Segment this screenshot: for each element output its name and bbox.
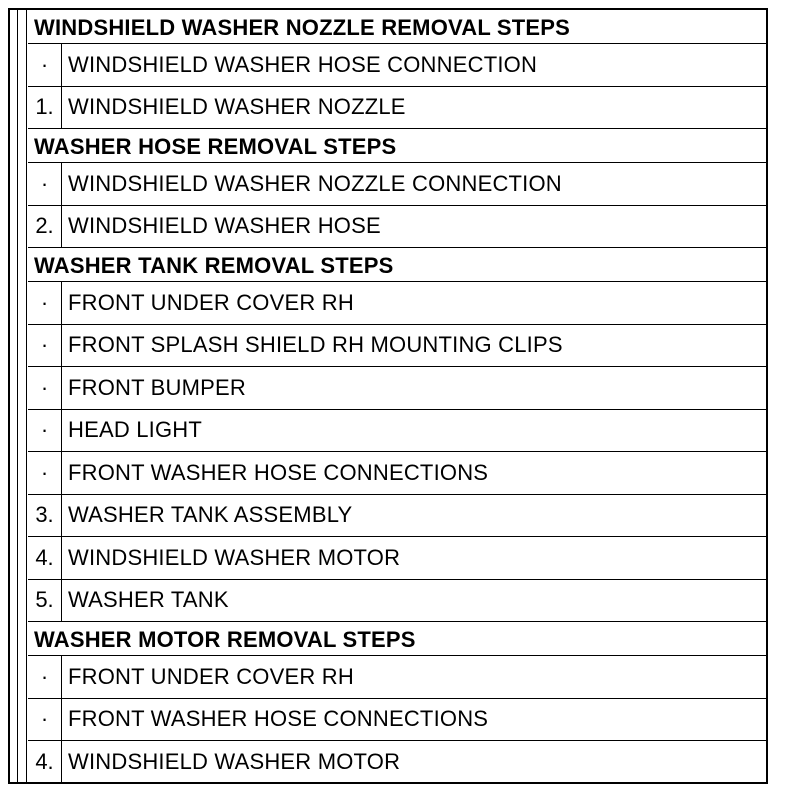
step-row [28,741,766,784]
step-marker: · [28,410,62,452]
step-text: WINDSHIELD WASHER NOZZLE [68,94,406,120]
step-row [28,44,766,87]
step-marker: 4. [28,537,62,579]
section-title: WINDSHIELD WASHER NOZZLE REMOVAL STEPS [34,15,571,40]
step-row [28,656,766,699]
step-marker: 1. [28,87,62,129]
step-row [28,206,766,249]
step-text: WINDSHIELD WASHER HOSE CONNECTION [68,51,538,77]
step-text: WASHER TANK [68,587,229,613]
step-marker: 4. [28,741,62,784]
step-marker: · [28,452,62,494]
section-title: WASHER MOTOR REMOVAL STEPS [34,627,416,652]
step-text: WINDSHIELD WASHER HOSE [68,213,381,239]
section-header [28,622,766,656]
step-row [28,580,766,623]
section-header [28,248,766,282]
step-row [28,410,766,453]
step-text: WINDSHIELD WASHER MOTOR [68,544,401,570]
step-row [28,699,766,742]
step-marker: · [28,367,62,409]
step-text: WINDSHIELD WASHER NOZZLE CONNECTION [68,170,562,196]
step-text: WINDSHIELD WASHER MOTOR [68,749,401,775]
section-title: WASHER HOSE REMOVAL STEPS [34,134,397,159]
step-row [28,452,766,495]
step-row [28,87,766,130]
step-marker: · [28,656,62,698]
left-margin-line-outer [17,10,18,782]
step-row [28,325,766,368]
step-text: FRONT UNDER COVER RH [68,663,354,689]
step-marker: 5. [28,580,62,622]
step-row [28,282,766,325]
step-text: WASHER TANK ASSEMBLY [68,502,353,528]
section-header [28,129,766,163]
step-text: HEAD LIGHT [68,417,203,443]
step-text: FRONT UNDER COVER RH [68,289,354,315]
step-row [28,367,766,410]
section-header [28,10,766,44]
left-margin-line-inner [26,10,27,782]
step-text: FRONT SPLASH SHIELD RH MOUNTING CLIPS [68,332,563,358]
step-row [28,495,766,538]
step-text: FRONT BUMPER [68,374,247,400]
step-marker: · [28,325,62,367]
step-row [28,163,766,206]
step-text: FRONT WASHER HOSE CONNECTIONS [68,459,489,485]
table-rows [28,10,766,782]
step-marker: · [28,282,62,324]
step-row [28,537,766,580]
removal-steps-table [8,8,768,784]
step-marker: 2. [28,206,62,248]
step-marker: · [28,44,62,86]
step-marker: · [28,163,62,205]
section-title: WASHER TANK REMOVAL STEPS [34,253,394,278]
step-marker: 3. [28,495,62,537]
step-marker: · [28,699,62,741]
step-text: FRONT WASHER HOSE CONNECTIONS [68,706,489,732]
